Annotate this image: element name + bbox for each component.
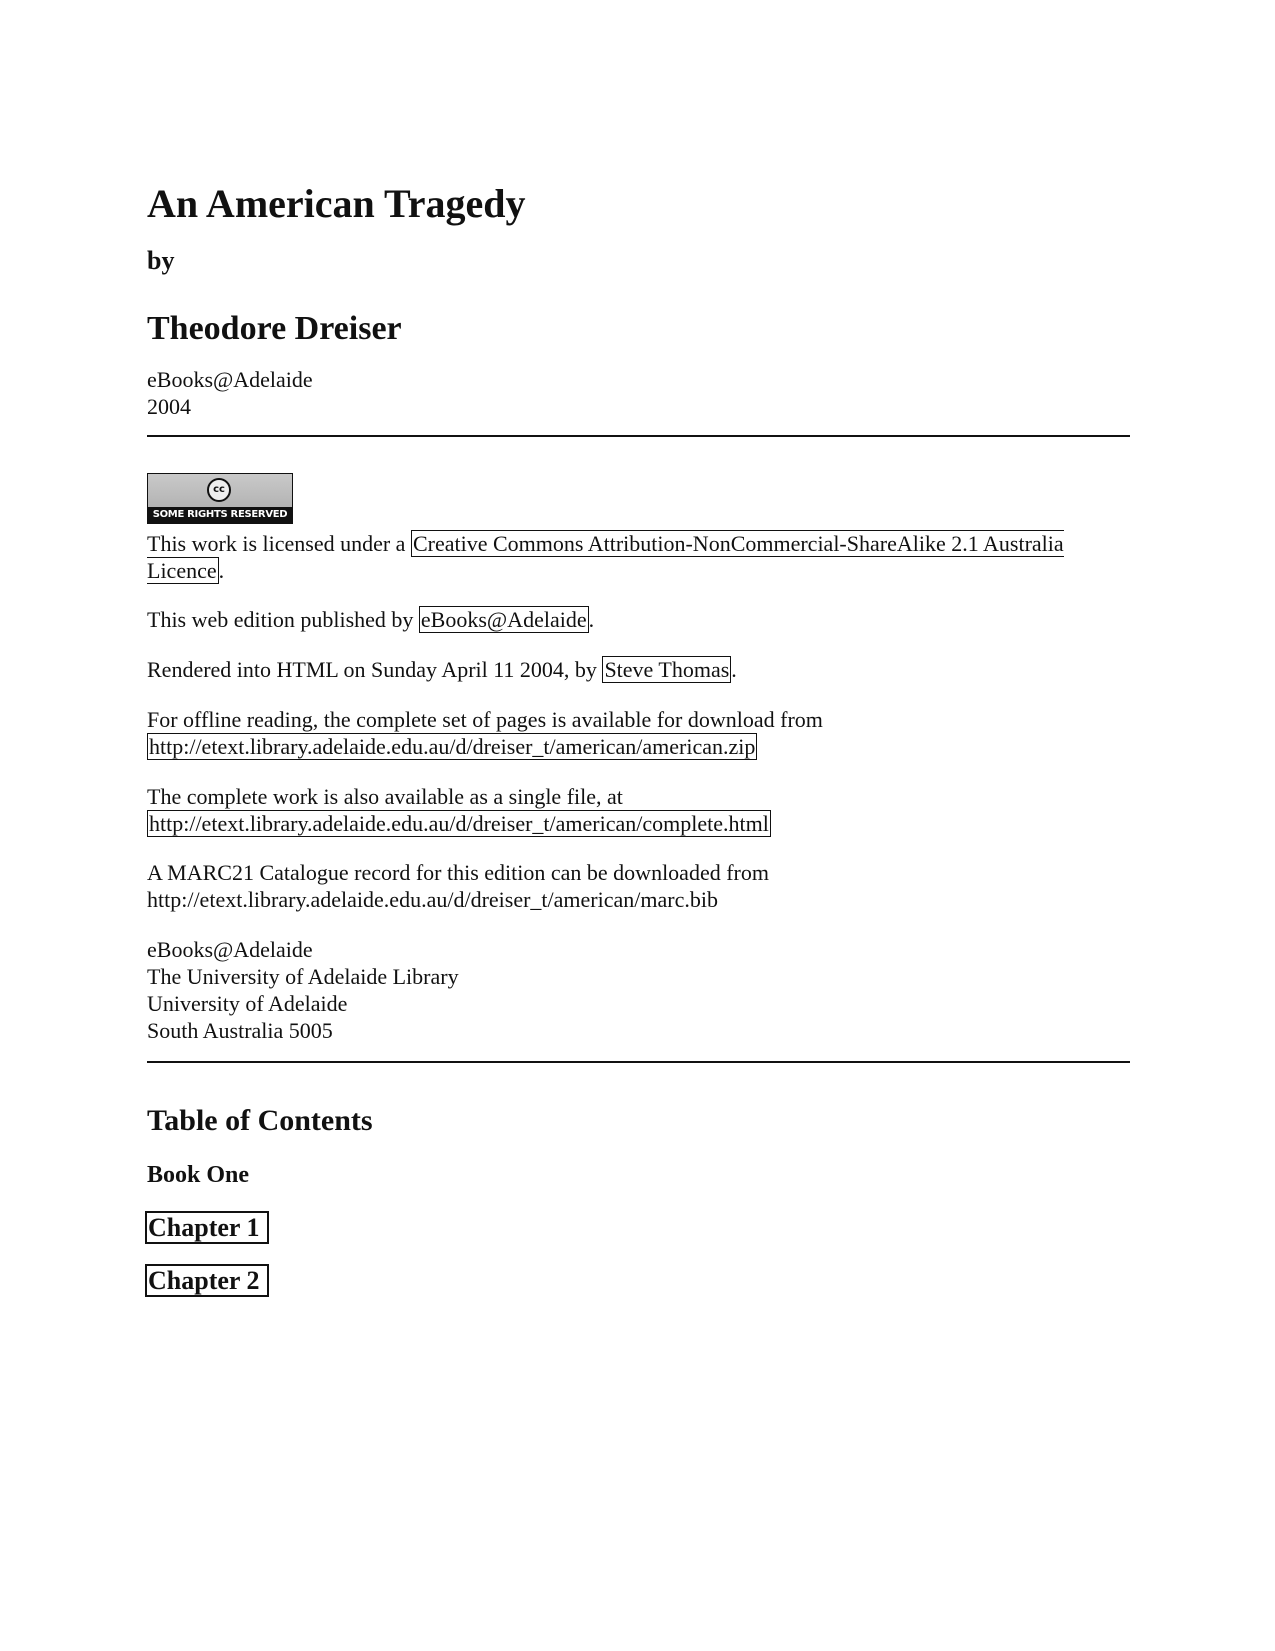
author-name: Theodore Dreiser: [147, 310, 402, 347]
complete-html-link[interactable]: http://etext.library.adelaide.edu.au/d/dreiser_t/american/complete.html: [149, 811, 769, 836]
marc-url: http://etext.library.adelaide.edu.au/d/dreiser_t/american/marc.bib: [147, 887, 718, 912]
marc-record-note: [147, 859, 769, 913]
offline-text: For offline reading, the complete set of pages is available for download from: [147, 707, 823, 732]
published-prefix: This web edition published by: [147, 607, 414, 632]
book-one-heading: Book One: [147, 1162, 250, 1188]
book-title: An American Tragedy: [147, 181, 526, 226]
license-link-text: Creative Commons Attribution-NonCommercial-ShareAlike 2.1 Australia Licence: [147, 531, 1064, 583]
publisher-info: [147, 366, 313, 420]
published-by-line: This web edition published by eBooks@Adelaide.: [147, 607, 595, 632]
single-file-note: [147, 783, 771, 837]
creative-commons-badge[interactable]: [147, 473, 293, 524]
chapter-1-link[interactable]: Chapter 1: [145, 1211, 269, 1244]
rendered-prefix: Rendered into HTML on Sunday April 11 2004, by: [147, 657, 597, 682]
address-line-3: University of Adelaide: [147, 991, 348, 1016]
publication-year: 2004: [147, 394, 191, 419]
license-notice: This work is licensed under a Creative Commons Attribution-NonCommercial-ShareAlike 2.1 Australia Licence.: [147, 531, 1064, 583]
library-address: [147, 936, 459, 1044]
publisher-name: eBooks@Adelaide: [147, 367, 313, 392]
zip-download-link[interactable]: http://etext.library.adelaide.edu.au/d/dreiser_t/american/american.zip: [149, 734, 756, 759]
address-line-1: eBooks@Adelaide: [147, 937, 313, 962]
chapter-2-link[interactable]: Chapter 2: [145, 1264, 269, 1297]
toc-entry-chapter-1: [145, 1213, 269, 1243]
cc-badge-text: SOME RIGHTS RESERVED: [148, 507, 292, 523]
cc-logo-icon: cc: [207, 478, 231, 502]
marc-text: A MARC21 Catalogue record for this edition can be downloaded from: [147, 860, 769, 885]
single-file-text: The complete work is also available as a single file, at: [147, 784, 623, 809]
address-line-4: South Australia 5005: [147, 1018, 333, 1043]
steve-thomas-link[interactable]: Steve Thomas: [604, 657, 730, 682]
address-line-2: The University of Adelaide Library: [147, 964, 459, 989]
license-prefix: This work is licensed under a: [147, 531, 406, 556]
rendered-by-line: Rendered into HTML on Sunday April 11 2004, by Steve Thomas.: [147, 657, 737, 682]
divider-bottom: [147, 1061, 1130, 1063]
toc-heading: Table of Contents: [147, 1104, 373, 1137]
publisher-link[interactable]: eBooks@Adelaide: [420, 607, 587, 632]
toc-entry-chapter-2: [145, 1266, 269, 1296]
divider-top: [147, 435, 1130, 437]
byline-label: by: [147, 246, 175, 275]
offline-reading-note: [147, 706, 823, 760]
